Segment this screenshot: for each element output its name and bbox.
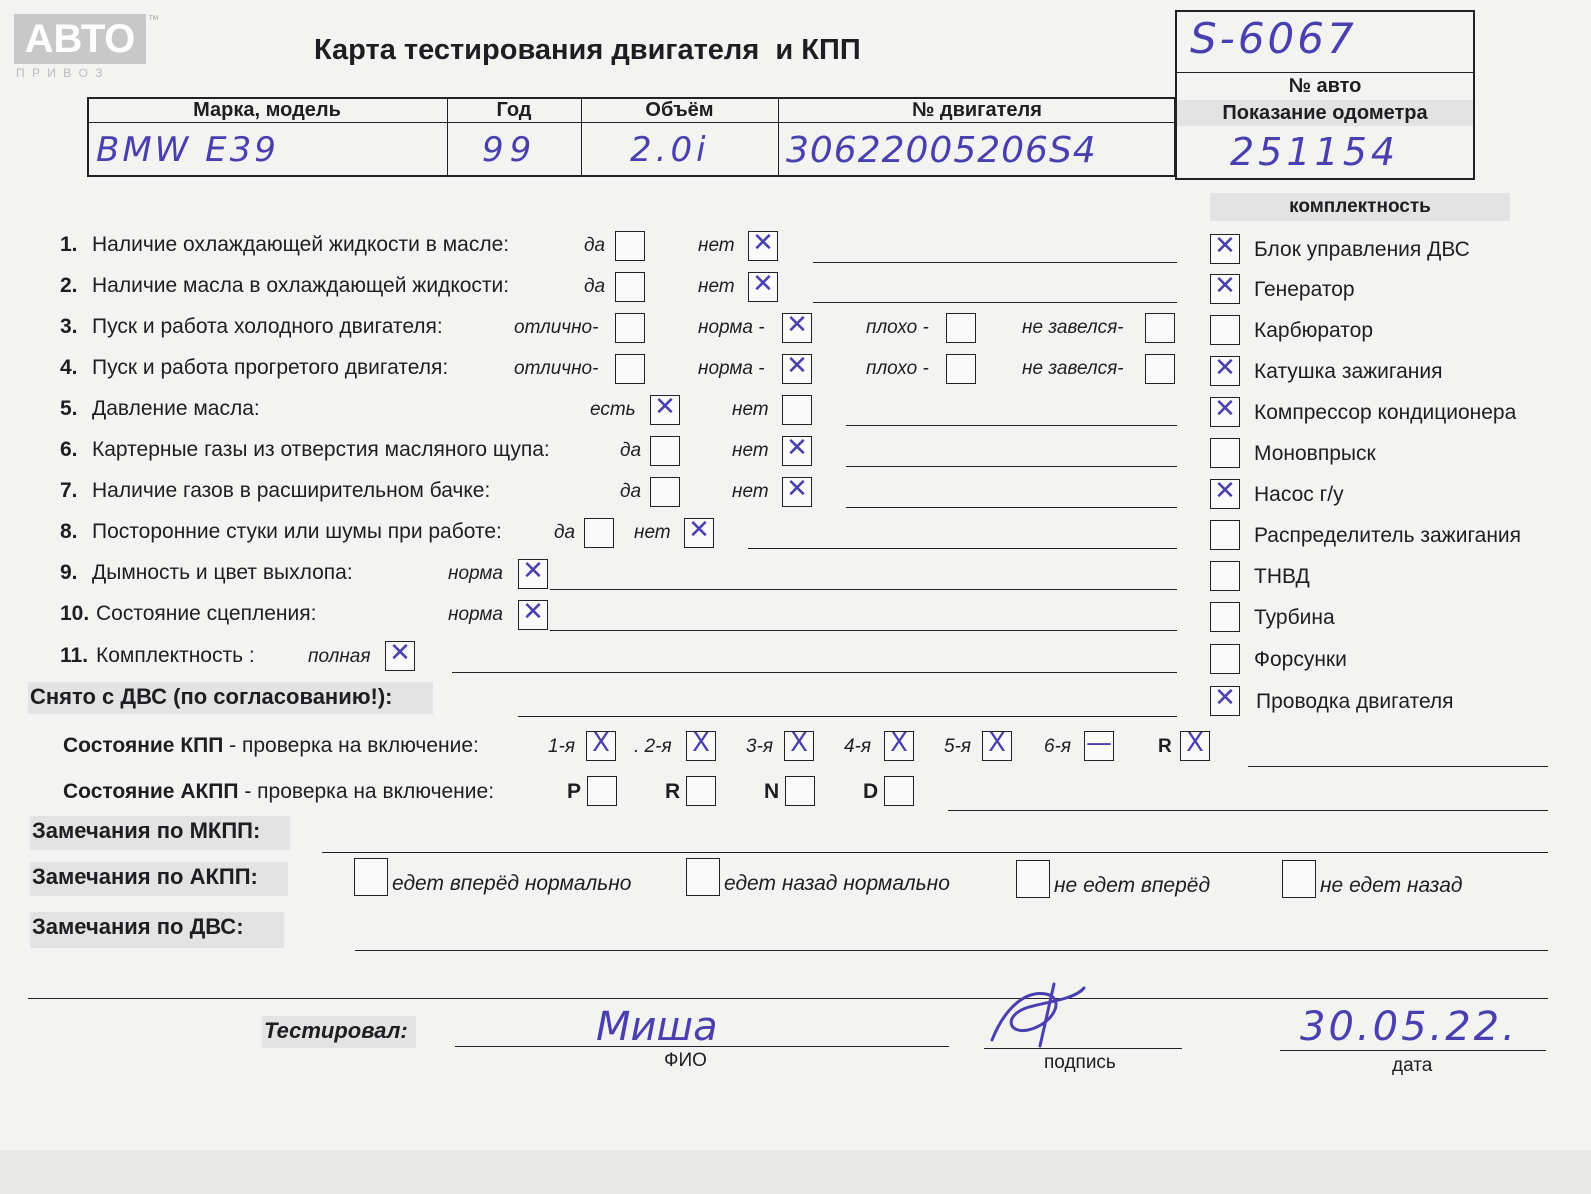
option-label: нет	[698, 235, 735, 256]
akpp-label-bold: Состояние АКПП	[63, 780, 239, 803]
kit-item-label: Катушка зажигания	[1254, 360, 1443, 383]
check-mark-icon: ✕	[522, 556, 544, 586]
checkbox[interactable]	[1210, 561, 1240, 591]
checkbox[interactable]	[782, 474, 812, 507]
kit-item-label: Генератор	[1254, 278, 1355, 301]
question-num: 1.	[60, 233, 78, 256]
kit-item-label: Форсунки	[1254, 648, 1347, 671]
option-label: не завелся-	[1022, 358, 1124, 379]
kit-item-label: Компрессор кондиционера	[1254, 401, 1517, 424]
akpp-line	[948, 810, 1548, 811]
option-label: да	[620, 440, 642, 461]
option-label: есть	[590, 399, 636, 420]
checkbox[interactable]	[615, 231, 645, 261]
gear-label: R	[1158, 736, 1172, 757]
check-mark-icon: ✕	[786, 433, 808, 463]
option-label: норма -	[698, 358, 765, 379]
check-mark-icon: ✕	[752, 228, 774, 258]
checkbox[interactable]	[748, 269, 778, 302]
option-label: не завелся-	[1022, 317, 1124, 338]
year-label: Год	[496, 99, 532, 121]
mode-checkbox[interactable]	[785, 776, 815, 806]
check-mark-icon: X	[988, 728, 1006, 758]
checkbox[interactable]	[1210, 602, 1240, 632]
checkbox[interactable]	[1210, 271, 1240, 304]
option-label: норма	[448, 563, 503, 584]
make-value: BMW E39	[96, 130, 279, 170]
checkbox[interactable]	[782, 351, 812, 384]
mode-checkbox[interactable]	[587, 776, 617, 806]
answer-line	[748, 548, 1177, 549]
engine-value: 30622005206S4	[786, 130, 1097, 171]
car-number-value: S-6067	[1190, 14, 1357, 63]
checkbox[interactable]	[518, 556, 548, 589]
answer-line	[846, 425, 1177, 426]
checkbox[interactable]	[615, 313, 645, 343]
question-text: Давление масла:	[92, 397, 260, 420]
option-label: норма	[448, 604, 503, 625]
gear-checkbox[interactable]	[1084, 728, 1114, 761]
gear-label: 1-я	[548, 736, 576, 757]
mode-label: N	[764, 780, 780, 803]
gear-label: . 2-я	[634, 736, 672, 757]
kit-item-label: Карбюратор	[1254, 319, 1374, 342]
checkbox[interactable]	[1210, 315, 1240, 345]
question-num: 2.	[60, 274, 78, 297]
kpp-line	[1248, 766, 1548, 767]
checkbox[interactable]	[686, 858, 720, 896]
car-number-divider	[1175, 72, 1475, 73]
signature-line	[984, 1048, 1182, 1049]
question-text: Наличие масла в охлаждающей жидкости:	[92, 274, 510, 297]
akpp-option-label: не едет вперёд	[1054, 874, 1211, 897]
signature-mark	[984, 980, 1094, 1052]
removed-label: Снято с ДВС (по согласованию!):	[28, 682, 433, 714]
checkbox[interactable]	[1210, 438, 1240, 468]
kit-item-label: Моновпрыск	[1254, 442, 1376, 465]
removed-line	[518, 716, 1177, 717]
checkbox[interactable]	[584, 518, 614, 548]
kit-item-label: Распределитель зажигания	[1254, 524, 1522, 547]
check-mark-icon: ✕	[654, 392, 676, 422]
checkbox[interactable]	[946, 354, 976, 384]
answer-line	[813, 262, 1177, 263]
question-num: 3.	[60, 315, 78, 338]
gear-label: 4-я	[844, 736, 872, 757]
kit-item-label: Турбина	[1254, 606, 1335, 629]
akpp-option-label: едет назад нормально	[724, 872, 950, 895]
checkbox[interactable]	[782, 310, 812, 343]
answer-line	[846, 507, 1177, 508]
question-num: 9.	[60, 561, 78, 584]
option-label: плохо -	[866, 317, 929, 338]
option-label: да	[584, 235, 606, 256]
option-label: отлично-	[514, 358, 599, 379]
kpp-label-bold: Состояние КПП	[63, 734, 224, 757]
check-mark-icon: ✕	[786, 310, 808, 340]
option-label: нет	[732, 440, 769, 461]
check-mark-icon: ✕	[786, 474, 808, 504]
checkbox[interactable]	[1210, 520, 1240, 550]
odometer-label: Показание одометра	[1177, 100, 1473, 126]
gear-checkbox[interactable]	[884, 728, 914, 761]
check-mark-icon: ✕	[1214, 353, 1236, 383]
checkbox[interactable]	[615, 272, 645, 302]
engine-label: № двигателя	[912, 99, 1042, 121]
remarks-dvs-label: Замечания по ДВС:	[30, 912, 284, 948]
remarks-mkpp-line	[322, 852, 1548, 853]
check-mark-icon: ✕	[786, 351, 808, 381]
question-text: Картерные газы из отверстия масляного щупа:	[92, 438, 550, 461]
logo	[14, 14, 164, 84]
check-mark-icon: ✕	[1214, 231, 1236, 261]
answer-line	[452, 672, 1177, 673]
gear-checkbox[interactable]	[586, 728, 616, 761]
check-mark-icon: ✕	[1214, 476, 1236, 506]
question-num: 6.	[60, 438, 78, 461]
option-label: нет	[732, 481, 769, 502]
option-label: нет	[732, 399, 769, 420]
mode-checkbox[interactable]	[686, 776, 716, 806]
gear-checkbox[interactable]	[982, 728, 1012, 761]
kit-item-label: ТНВД	[1254, 565, 1310, 588]
check-mark-icon: ✕	[1214, 683, 1236, 713]
checkbox[interactable]	[650, 477, 680, 507]
option-label: да	[554, 522, 576, 543]
question-num: 4.	[60, 356, 78, 379]
year-value: 99	[482, 130, 538, 170]
kit-item-label: Насос г/у	[1254, 483, 1344, 506]
akpp-option-label: не едет назад	[1320, 874, 1463, 897]
checkbox[interactable]	[782, 433, 812, 466]
check-mark-icon: X	[790, 728, 808, 758]
akpp-label-rest: - проверка на включение:	[238, 780, 495, 803]
mode-label: R	[665, 780, 681, 803]
page-title: Карта тестирования двигателя и КПП	[314, 34, 861, 66]
akpp-label	[63, 780, 494, 804]
checkbox[interactable]	[615, 354, 645, 384]
question-num: 7.	[60, 479, 78, 502]
question-text: Наличие газов в расширительном бачке:	[92, 479, 491, 502]
option-label: норма -	[698, 317, 765, 338]
check-mark-icon: ✕	[389, 638, 411, 668]
header-row-divider	[87, 122, 1176, 123]
kit-item-label: Блок управления ДВС	[1254, 238, 1470, 261]
date-line	[1280, 1050, 1546, 1051]
checkbox[interactable]	[354, 858, 388, 896]
option-label: плохо -	[866, 358, 929, 379]
name-caption: ФИО	[664, 1050, 707, 1071]
gear-checkbox[interactable]	[686, 728, 716, 761]
checkbox[interactable]	[1145, 354, 1175, 384]
check-mark-icon: ✕	[688, 515, 710, 545]
question-num: 11.	[60, 644, 89, 667]
checkbox[interactable]	[1210, 394, 1240, 427]
question-num: 8.	[60, 520, 78, 543]
mode-label: P	[567, 780, 582, 803]
dash-mark-icon: —	[1086, 728, 1112, 758]
date-caption: дата	[1392, 1055, 1433, 1076]
signature-caption: подпись	[1044, 1052, 1116, 1073]
gear-label: 6-я	[1044, 736, 1072, 757]
name-line	[455, 1046, 949, 1047]
question-text: Комплектность :	[96, 644, 255, 667]
checkbox[interactable]	[782, 395, 812, 425]
make-label: Марка, модель	[193, 99, 341, 121]
kit-title: комплектность	[1210, 193, 1510, 221]
check-mark-icon: X	[890, 728, 908, 758]
gear-checkbox[interactable]	[1180, 728, 1210, 761]
checkbox[interactable]	[385, 638, 415, 671]
paper-edge	[0, 1150, 1591, 1194]
volume-value: 2.0i	[630, 130, 710, 170]
option-label: полная	[308, 646, 371, 667]
gear-checkbox[interactable]	[784, 728, 814, 761]
check-mark-icon: ✕	[1214, 271, 1236, 301]
option-label: нет	[634, 522, 671, 543]
check-mark-icon: X	[592, 728, 610, 758]
name-value: Миша	[596, 1004, 718, 1050]
checkbox[interactable]	[650, 436, 680, 466]
question-text: Пуск и работа прогретого двигателя:	[92, 356, 449, 379]
checkbox[interactable]	[650, 392, 680, 425]
answer-line	[813, 302, 1177, 303]
remarks-akpp-label: Замечания по АКПП:	[30, 862, 288, 896]
car-number-label: № авто	[1288, 75, 1362, 97]
remarks-dvs-line	[355, 950, 1548, 951]
kit-item-label: Проводка двигателя	[1256, 690, 1454, 713]
checkbox[interactable]	[1210, 644, 1240, 674]
checkbox[interactable]	[1210, 476, 1240, 509]
remarks-dvs-line-2	[28, 998, 1548, 999]
check-mark-icon: ✕	[1214, 394, 1236, 424]
tested-label: Тестировал:	[262, 1016, 416, 1048]
answer-line	[846, 466, 1177, 467]
check-mark-icon: ✕	[752, 269, 774, 299]
checkbox[interactable]	[1210, 231, 1240, 264]
checkbox[interactable]	[1210, 683, 1240, 716]
question-num: 5.	[60, 397, 78, 420]
question-text: Состояние сцепления:	[96, 602, 317, 625]
logo-brand: АВТО	[14, 14, 146, 64]
option-label: да	[620, 481, 642, 502]
mode-label: D	[863, 780, 879, 803]
logo-tm: ™	[148, 14, 159, 26]
checkbox[interactable]	[1210, 353, 1240, 386]
checkbox[interactable]	[518, 597, 548, 630]
kpp-label-rest: - проверка на включение:	[223, 734, 479, 757]
volume-label: Объём	[645, 99, 714, 121]
signature	[984, 980, 1094, 1052]
option-label: нет	[698, 276, 735, 297]
question-text: Посторонние стуки или шумы при работе:	[92, 520, 502, 543]
mode-checkbox[interactable]	[884, 776, 914, 806]
option-label: отлично-	[514, 317, 599, 338]
checkbox[interactable]	[1145, 313, 1175, 343]
date-value: 30.05.22.	[1300, 1004, 1518, 1050]
checkbox[interactable]	[1016, 860, 1050, 898]
kpp-label	[63, 734, 479, 758]
check-mark-icon: X	[692, 728, 710, 758]
akpp-option-label: едет вперёд нормально	[392, 872, 632, 895]
checkbox[interactable]	[946, 313, 976, 343]
question-text: Наличие охлаждающей жидкости в масле:	[92, 233, 510, 256]
checkbox[interactable]	[1282, 860, 1316, 898]
checkbox[interactable]	[748, 228, 778, 261]
option-label: да	[584, 276, 606, 297]
question-text: Пуск и работа холодного двигателя:	[92, 315, 443, 338]
answer-line	[550, 589, 1177, 590]
question-num: 10.	[60, 602, 90, 625]
check-mark-icon: ✕	[522, 597, 544, 627]
logo-sub: П Р И В О З	[16, 66, 105, 80]
remarks-mkpp-label: Замечания по МКПП:	[30, 816, 290, 850]
check-mark-icon: X	[1186, 728, 1204, 758]
answer-line	[550, 630, 1177, 631]
question-text: Дымность и цвет выхлопа:	[92, 561, 353, 584]
gear-label: 5-я	[944, 736, 972, 757]
odometer-value: 251154	[1230, 130, 1400, 174]
gear-label: 3-я	[746, 736, 774, 757]
checkbox[interactable]	[684, 515, 714, 548]
